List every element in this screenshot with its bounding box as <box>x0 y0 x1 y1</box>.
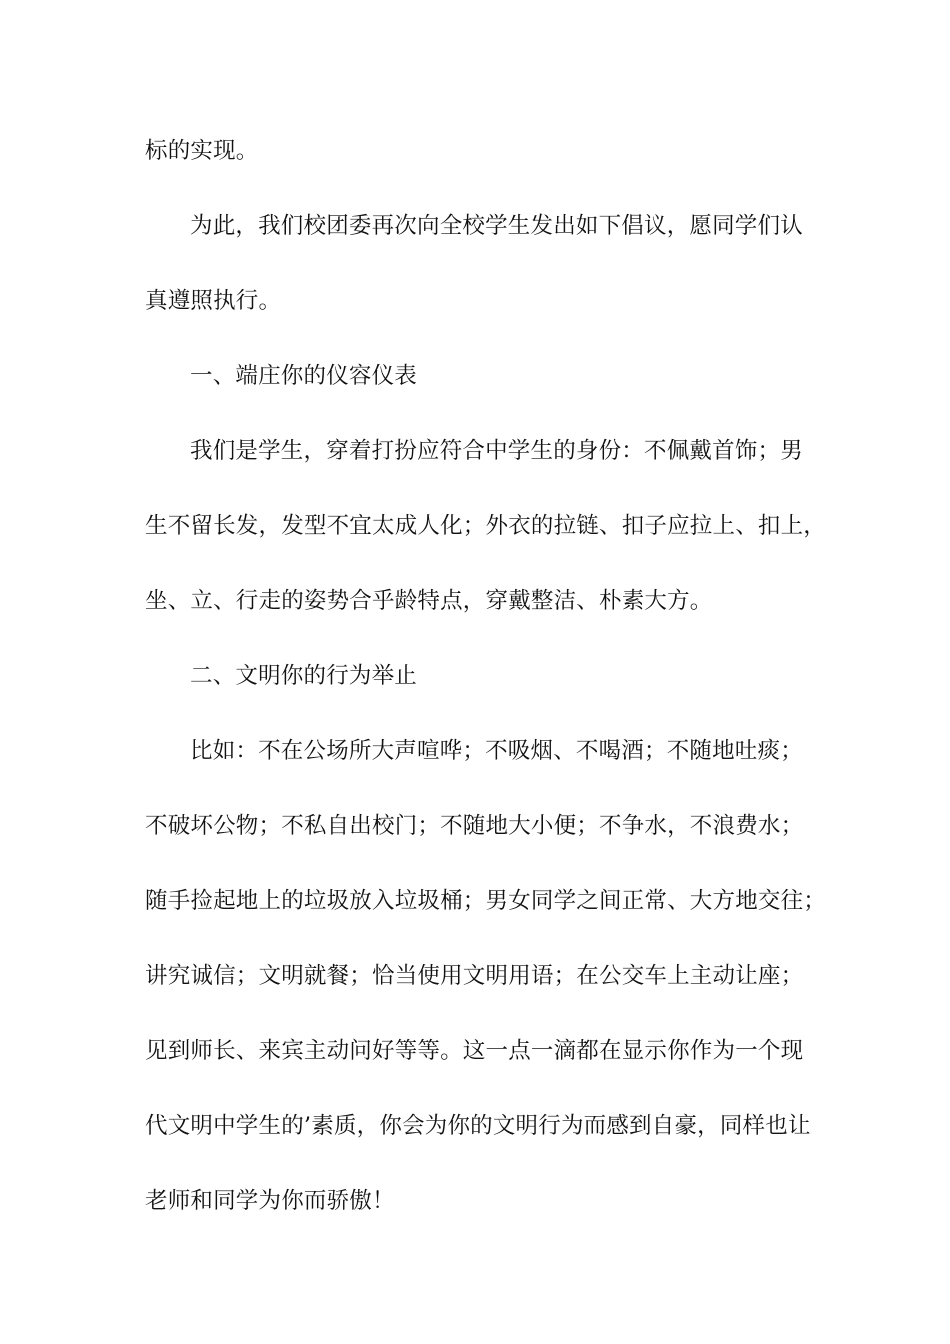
text-line: 随手捡起地上的垃圾放入垃圾桶；男女同学之间正常、大方地交往； <box>145 888 827 914</box>
text-line: 为此，我们校团委再次向全校学生发出如下倡议，愿同学们认 <box>190 213 803 239</box>
section-heading: 一、端庄你的仪容仪表 <box>190 363 418 389</box>
section-heading: 二、文明你的行为举止 <box>190 663 418 689</box>
text-line: 代文明中学生的’素质，你会为你的文明行为而感到自豪，同样也让 <box>145 1113 811 1139</box>
text-line: 见到师长、来宾主动问好等等。这一点一滴都在显示你作为一个现 <box>145 1038 804 1064</box>
text-line: 生不留长发，发型不宜太成人化；外衣的拉链、扣子应拉上、扣上， <box>145 513 827 539</box>
text-line: 标的实现。 <box>145 138 259 164</box>
text-line: 老师和同学为你而骄傲！ <box>145 1188 395 1214</box>
text-line: 真遵照执行。 <box>145 288 282 314</box>
text-line: 坐、立、行走的姿势合乎龄特点，穿戴整洁、朴素大方。 <box>145 588 713 614</box>
text-line: 我们是学生，穿着打扮应符合中学生的身份：不佩戴首饰；男 <box>190 438 803 464</box>
text-line: 不破坏公物；不私自出校门；不随地大小便；不争水，不浪费水； <box>145 813 804 839</box>
text-line: 讲究诚信；文明就餐；恰当使用文明用语；在公交车上主动让座； <box>145 963 804 989</box>
text-line: 比如：不在公场所大声喧哗；不吸烟、不喝酒；不随地吐痰； <box>190 738 803 764</box>
